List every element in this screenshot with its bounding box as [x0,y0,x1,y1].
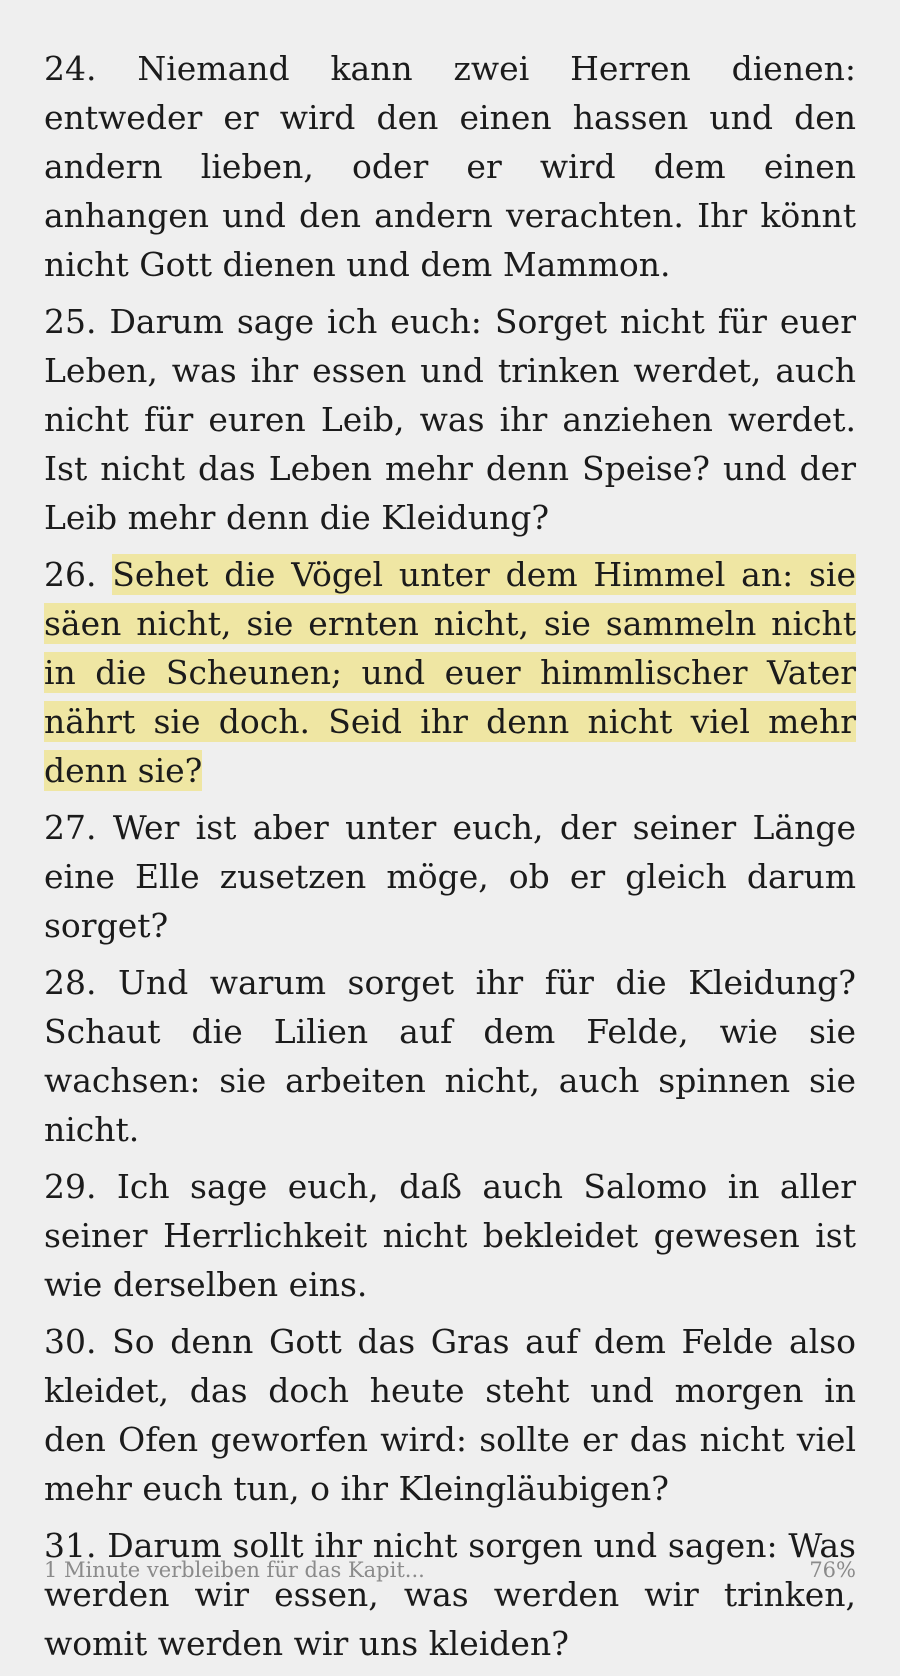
verse-text[interactable]: Und warum sorget ihr für die Kleidung? Schaut die Lilien auf dem Felde, wie sie wachsen: sie arbeiten nicht, auch spinnen sie nicht. [44,963,856,1149]
verse-number: 31. [44,1526,97,1565]
verse-number: 29. [44,1167,97,1206]
verse-number: 25. [44,302,97,341]
verse-number: 28. [44,963,97,1002]
verse-24[interactable] [44,44,856,289]
verse-26[interactable] [44,550,856,795]
verse-number: 26. [44,555,97,594]
verse-text[interactable]: So denn Gott das Gras auf dem Felde also kleidet, das doch heute steht und morgen in den Ofen geworfen wird: sollte er das nicht viel mehr euch tun, o ihr Kleingläubigen? [44,1322,856,1508]
verse-25[interactable] [44,297,856,542]
verse-number: 27. [44,808,97,847]
page-text[interactable] [44,44,856,1676]
highlighted-verse-text[interactable]: Sehet die Vögel unter dem Himmel an: sie säen nicht, sie ernten nicht, sie sammeln nicht in die Scheunen; und euer himmlischer Vater nährt sie doch. Seid ihr denn nicht viel mehr denn sie? [44,555,856,790]
verse-31[interactable] [44,1521,856,1668]
reading-progress-percent[interactable]: 76% [809,1558,856,1582]
verse-number: 24. [44,49,97,88]
verse-text[interactable]: Darum sollt ihr nicht sorgen und sagen: Was werden wir essen, was werden wir trinken, womit werden wir uns kleiden? [44,1526,856,1663]
verse-27[interactable] [44,803,856,950]
reading-footer[interactable] [44,1555,856,1585]
verse-29[interactable] [44,1162,856,1309]
verse-text[interactable]: Darum sage ich euch: Sorget nicht für euer Leben, was ihr essen und trinken werdet, auch nicht für euren Leib, was ihr anziehen werdet. Ist nicht das Leben mehr denn Speise? und der Leib mehr denn die Kleidung? [44,302,856,537]
verse-text[interactable]: Wer ist aber unter euch, der seiner Länge eine Elle zusetzen möge, ob er gleich darum sorget? [44,808,856,945]
verse-number: 30. [44,1322,97,1361]
verse-30[interactable] [44,1317,856,1513]
chapter-time-remaining[interactable]: 1 Minute verbleiben für das Kapit... [44,1558,425,1582]
verse-text[interactable]: Niemand kann zwei Herren dienen: entweder er wird den einen hassen und den andern lieben, oder er wird dem einen anhangen und den andern verachten. Ihr könnt nicht Gott dienen und dem Mammon. [44,49,856,284]
verse-28[interactable] [44,958,856,1154]
verse-text[interactable]: Ich sage euch, daß auch Salomo in aller seiner Herrlichkeit nicht bekleidet gewesen ist wie derselben eins. [44,1167,856,1304]
